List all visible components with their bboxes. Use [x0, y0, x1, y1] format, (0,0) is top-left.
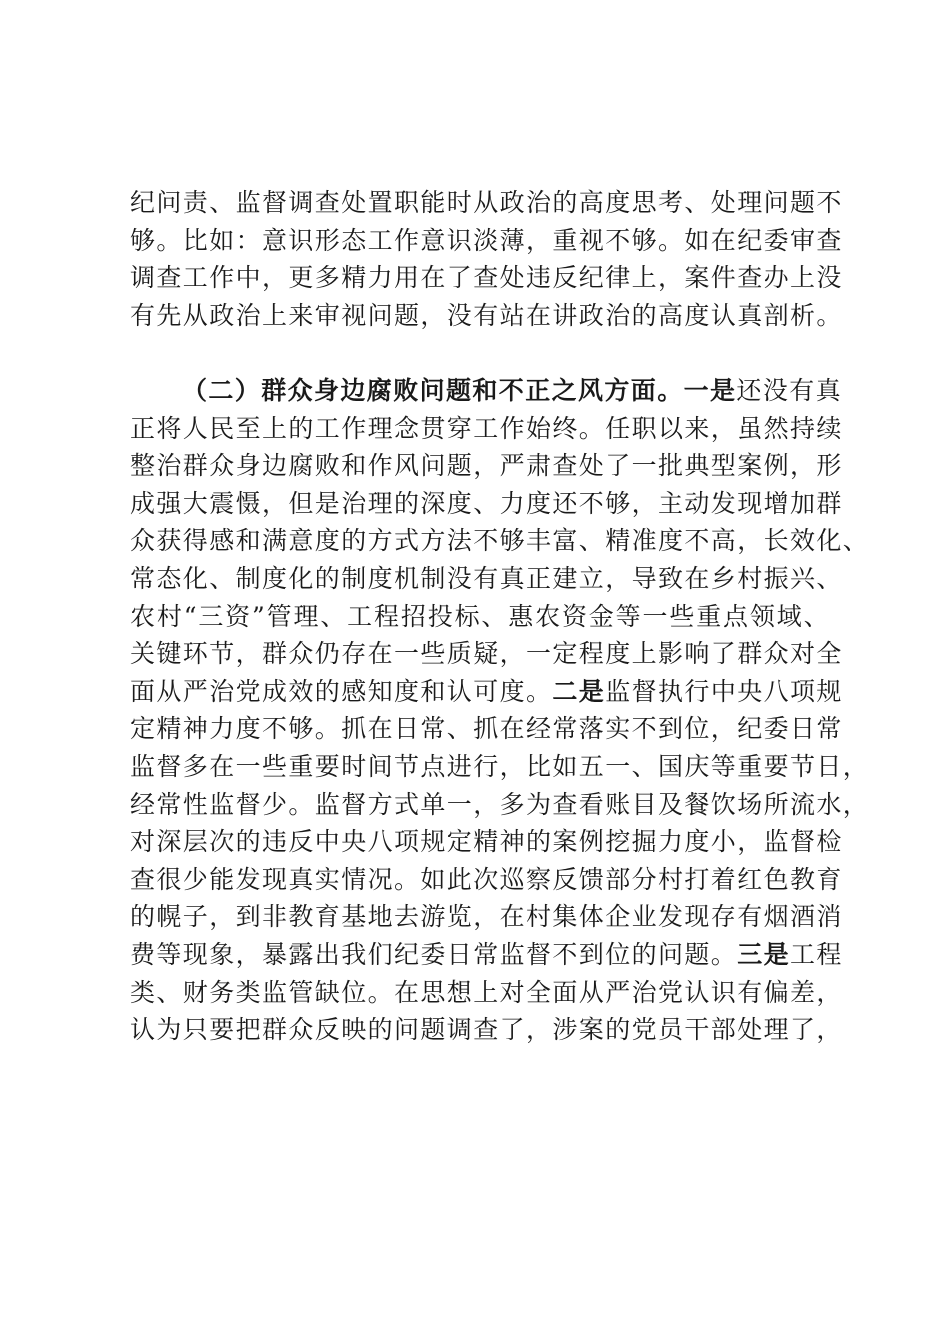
text-line: 常态化、制度化的制度机制没有真正建立，导致在乡村振兴、 — [130, 563, 843, 593]
text-line: 够。比如：意识形态工作意识淡薄，重视不够。如在纪委审查 — [130, 225, 843, 255]
text-line: 定精神力度不够。抓在日常、抓在经常落实不到位，纪委日常 — [130, 714, 843, 744]
text-fragment: 工程 — [790, 939, 843, 969]
text-line: 农村“三资”管理、工程招投标、惠农资金等一些重点领域、 — [130, 601, 830, 631]
text-line: 对深层次的违反中央八项规定精神的案例挖掘力度小，监督检 — [130, 827, 843, 857]
text-line: 众获得感和满意度的方式方法不够丰富、精准度不高，长效化、 — [130, 526, 870, 556]
text-line: 查很少能发现真实情况。如此次巡察反馈部分村打着红色教育 — [130, 864, 843, 894]
text-line: 监督多在一些重要时间节点进行，比如五一、国庆等重要节日， — [130, 751, 870, 781]
text-fragment: 费等现象，暴露出我们纪委日常监督不到位的问题。 — [130, 939, 738, 969]
text-fragment: 监督执行中央八项规 — [605, 676, 843, 706]
text-line: 类、财务类监管缺位。在思想上对全面从严治党认识有偏差， — [130, 977, 843, 1007]
text-line: 认为只要把群众反映的问题调查了，涉案的党员干部处理了， — [130, 1015, 843, 1045]
text-line: 调查工作中，更多精力用在了查处违反纪律上，案件查办上没 — [130, 263, 843, 293]
text-line: 整治群众身边腐败和作风问题，严肃查处了一批典型案例，形 — [130, 451, 843, 481]
text-line: 纪问责、监督调查处置职能时从政治的高度思考、处理问题不 — [130, 188, 843, 217]
text-line-with-point-3 — [130, 936, 843, 974]
text-line: 关键环节，群众仍存在一些质疑，一定程度上影响了群众对全 — [130, 639, 843, 669]
text-fragment: 还没有真 — [736, 376, 843, 405]
paragraph-2 — [130, 372, 870, 1049]
text-fragment: 面从严治党成效的感知度和认可度。 — [130, 676, 553, 706]
section-heading-line — [130, 372, 843, 410]
paragraph-1 — [130, 184, 843, 334]
point-2-label: 二是 — [552, 676, 606, 706]
text-line: 有先从政治上来审视问题，没有站在讲政治的高度认真剖析。 — [130, 300, 843, 330]
text-line: 经常性监督少。监督方式单一，多为查看账目及餐饮场所流水， — [130, 789, 870, 819]
text-line: 正将人民至上的工作理念贯穿工作始终。任职以来，虽然持续 — [130, 413, 843, 443]
text-line: 的幌子，到非教育基地去游览，在村集体企业发现存有烟酒消 — [130, 902, 843, 932]
text-line-with-point-2 — [130, 673, 843, 711]
point-1-label: 一是 — [683, 376, 737, 405]
point-3-label: 三是 — [737, 939, 791, 969]
section-heading: （二）群众身边腐败问题和不正之风方面。 — [182, 376, 684, 405]
text-line: 成强大震慑，但是治理的深度、力度还不够，主动发现增加群 — [130, 488, 843, 518]
